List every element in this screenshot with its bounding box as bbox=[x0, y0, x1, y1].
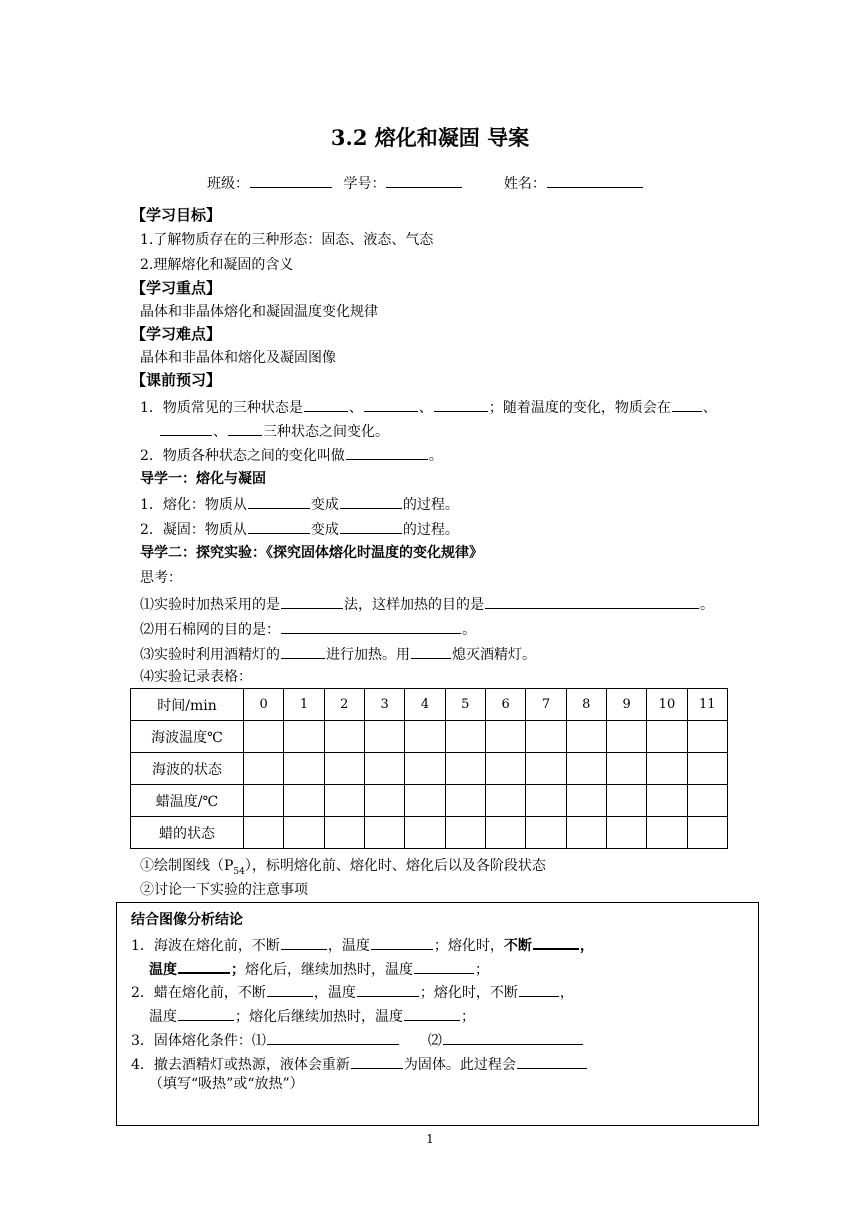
data-cell[interactable] bbox=[566, 721, 606, 753]
state-blank[interactable] bbox=[364, 397, 418, 412]
text: ； bbox=[461, 1009, 475, 1025]
data-cell[interactable] bbox=[324, 785, 364, 817]
data-cell[interactable] bbox=[244, 721, 284, 753]
time-cell: 3 bbox=[364, 689, 404, 721]
row-label: 海波温度℃ bbox=[131, 721, 244, 753]
student-info-line bbox=[207, 173, 644, 193]
text: 为固体。此过程会 bbox=[403, 1057, 516, 1073]
time-cell: 8 bbox=[566, 689, 606, 721]
state-blank[interactable] bbox=[304, 397, 348, 412]
text: 、 bbox=[702, 400, 717, 416]
conclusion-item-3 bbox=[131, 1030, 584, 1050]
difficulty-text: 晶体和非晶体和熔化及凝固图像 bbox=[140, 350, 336, 366]
goal-item: 2.理解熔化和凝固的含义 bbox=[140, 257, 294, 273]
conclusion-item-1-cont bbox=[149, 958, 489, 979]
time-cell: 5 bbox=[445, 689, 485, 721]
text: 4．撤去酒精灯或热源，液体会重新 bbox=[131, 1057, 350, 1073]
data-cell[interactable] bbox=[647, 721, 687, 753]
data-cell[interactable] bbox=[485, 785, 525, 817]
answer-blank[interactable] bbox=[281, 594, 343, 609]
state-blank[interactable] bbox=[434, 397, 488, 412]
conclusion-note: （填写“吸热”或“放热”） bbox=[149, 1076, 304, 1092]
answer-blank[interactable] bbox=[281, 644, 325, 659]
record-table bbox=[130, 688, 728, 849]
conclusion-item-2 bbox=[131, 982, 574, 1002]
answer-blank[interactable] bbox=[443, 1030, 583, 1045]
text: ； bbox=[475, 962, 489, 978]
goal-item: 1.了解物质存在的三种形态：固态、液态、气态 bbox=[140, 232, 434, 248]
text: 熄灭酒精灯。 bbox=[452, 647, 536, 663]
think-item-1 bbox=[140, 594, 714, 614]
text: ⑶实验时利用酒精灯的 bbox=[140, 647, 280, 663]
text: 三种状态之间变化。 bbox=[263, 424, 389, 440]
guide1-heading: 导学一：熔化与凝固 bbox=[140, 471, 266, 487]
data-cell[interactable] bbox=[606, 785, 646, 817]
page-title: 3.2 熔化和凝固 导案 bbox=[330, 125, 530, 150]
time-cell: 11 bbox=[687, 689, 727, 721]
data-cell[interactable] bbox=[485, 817, 525, 849]
text: ， bbox=[579, 938, 594, 954]
text: ，温度 bbox=[327, 938, 370, 954]
table-row bbox=[131, 721, 728, 753]
text: ），标明熔化前、熔化时、熔化后以及各阶段状态 bbox=[244, 858, 546, 874]
data-cell[interactable] bbox=[284, 817, 324, 849]
id-blank[interactable] bbox=[386, 173, 462, 188]
data-cell[interactable] bbox=[244, 753, 284, 785]
time-cell: 7 bbox=[526, 689, 566, 721]
data-cell[interactable] bbox=[364, 721, 404, 753]
answer-blank[interactable] bbox=[371, 935, 433, 950]
time-cell: 4 bbox=[405, 689, 445, 721]
answer-blank[interactable] bbox=[248, 519, 310, 534]
data-cell[interactable] bbox=[405, 753, 445, 785]
answer-blank[interactable] bbox=[533, 934, 579, 950]
guide1-line-2 bbox=[140, 519, 459, 539]
answer-blank[interactable] bbox=[281, 619, 461, 634]
data-cell[interactable] bbox=[364, 817, 404, 849]
row-label: 蜡的状态 bbox=[131, 817, 244, 849]
answer-blank[interactable] bbox=[340, 494, 402, 509]
guide1-line-1 bbox=[140, 494, 459, 514]
answer-blank[interactable] bbox=[267, 1030, 399, 1045]
answer-blank[interactable] bbox=[340, 519, 402, 534]
time-cell: 0 bbox=[244, 689, 284, 721]
data-cell[interactable] bbox=[485, 721, 525, 753]
data-cell[interactable] bbox=[405, 721, 445, 753]
data-cell[interactable] bbox=[647, 753, 687, 785]
data-cell[interactable] bbox=[445, 753, 485, 785]
data-cell[interactable] bbox=[606, 817, 646, 849]
state-blank[interactable] bbox=[672, 397, 702, 412]
text: 的过程。 bbox=[402, 497, 459, 513]
data-cell[interactable] bbox=[566, 785, 606, 817]
data-cell[interactable] bbox=[526, 817, 566, 849]
class-blank[interactable] bbox=[250, 173, 332, 188]
data-cell[interactable] bbox=[284, 753, 324, 785]
answer-blank[interactable] bbox=[178, 958, 230, 974]
conclusion-item-4 bbox=[131, 1054, 588, 1074]
text: ， bbox=[559, 985, 574, 1001]
data-cell[interactable] bbox=[687, 753, 727, 785]
row-label: 蜡温度/℃ bbox=[131, 785, 244, 817]
conclusion-item-1 bbox=[131, 934, 594, 955]
answer-blank[interactable] bbox=[414, 959, 474, 974]
data-cell[interactable] bbox=[244, 785, 284, 817]
answer-blank[interactable] bbox=[404, 1006, 460, 1021]
data-cell[interactable] bbox=[445, 721, 485, 753]
data-cell[interactable] bbox=[687, 817, 727, 849]
name-blank[interactable] bbox=[547, 173, 643, 188]
data-cell[interactable] bbox=[606, 753, 646, 785]
table-row bbox=[131, 753, 728, 785]
data-cell[interactable] bbox=[364, 785, 404, 817]
text: 2．蜡在熔化前，不断 bbox=[131, 985, 266, 1001]
data-cell[interactable] bbox=[364, 753, 404, 785]
think-item-2 bbox=[140, 619, 476, 639]
id-label: 学号： bbox=[343, 176, 386, 192]
text: ；随着温度的变化，物质会在 bbox=[488, 400, 671, 416]
text: ；熔化后继续加热时，温度 bbox=[235, 1009, 403, 1025]
text: ；熔化时， bbox=[433, 938, 504, 954]
text: ，温度 bbox=[313, 985, 356, 1001]
data-cell[interactable] bbox=[405, 817, 445, 849]
preview-question-2 bbox=[140, 445, 443, 465]
data-cell[interactable] bbox=[485, 753, 525, 785]
table-row bbox=[131, 785, 728, 817]
text: 2．凝固：物质从 bbox=[140, 522, 247, 538]
text: 变成 bbox=[310, 497, 339, 513]
data-cell[interactable] bbox=[244, 817, 284, 849]
answer-blank[interactable] bbox=[351, 1054, 403, 1069]
difficulty-heading: 【学习难点】 bbox=[131, 325, 222, 343]
data-cell[interactable] bbox=[606, 721, 646, 753]
preview-question-1-cont bbox=[159, 421, 389, 441]
answer-blank[interactable] bbox=[519, 982, 559, 997]
think-item-4: ⑷实验记录表格： bbox=[140, 669, 252, 685]
table-row bbox=[131, 817, 728, 849]
answer-blank[interactable] bbox=[281, 935, 327, 950]
text: 不断 bbox=[503, 938, 532, 954]
time-cell: 1 bbox=[284, 689, 324, 721]
data-cell[interactable] bbox=[566, 753, 606, 785]
data-cell[interactable] bbox=[324, 721, 364, 753]
goals-heading: 【学习目标】 bbox=[131, 206, 222, 224]
text: 。 bbox=[462, 622, 476, 638]
data-cell[interactable] bbox=[445, 817, 485, 849]
text: 熔化后，继续加热时，温度 bbox=[245, 962, 413, 978]
data-cell[interactable] bbox=[284, 785, 324, 817]
data-cell[interactable] bbox=[526, 785, 566, 817]
text: ⑵用石棉网的目的是： bbox=[140, 622, 280, 638]
data-cell[interactable] bbox=[647, 817, 687, 849]
data-cell[interactable] bbox=[687, 785, 727, 817]
state-blank[interactable] bbox=[228, 421, 262, 436]
data-cell[interactable] bbox=[405, 785, 445, 817]
text: 1．海波在熔化前，不断 bbox=[131, 938, 280, 954]
text: ①绘制图线（P bbox=[140, 858, 234, 874]
text: ；熔化时，不断 bbox=[419, 985, 518, 1001]
answer-blank[interactable] bbox=[178, 1006, 234, 1021]
page-number: 1 bbox=[426, 1132, 434, 1146]
text: ； bbox=[231, 962, 245, 978]
answer-blank[interactable] bbox=[411, 644, 451, 659]
text: ⑴实验时加热采用的是 bbox=[140, 597, 280, 613]
answer-blank[interactable] bbox=[267, 982, 313, 997]
time-cell: 10 bbox=[647, 689, 687, 721]
text: 。 bbox=[700, 597, 714, 613]
answer-blank[interactable] bbox=[485, 594, 699, 609]
text: 、 bbox=[348, 400, 363, 416]
time-cell: 2 bbox=[324, 689, 364, 721]
text: 进行加热。用 bbox=[326, 647, 410, 663]
text: 变成 bbox=[310, 522, 339, 538]
data-cell[interactable] bbox=[647, 785, 687, 817]
data-cell[interactable] bbox=[687, 721, 727, 753]
think-item-3 bbox=[140, 644, 536, 664]
text: 法，这样加热的目的是 bbox=[344, 597, 484, 613]
name-label: 姓名： bbox=[503, 176, 546, 192]
time-cell: 9 bbox=[606, 689, 646, 721]
focus-text: 晶体和非晶体熔化和凝固温度变化规律 bbox=[140, 304, 378, 320]
text: 温度 bbox=[149, 962, 177, 978]
preview-question-1 bbox=[140, 397, 717, 417]
conclusion-heading: 结合图像分析结论 bbox=[131, 912, 243, 928]
text: 2．物质各种状态之间的变化叫做 bbox=[140, 448, 345, 464]
text: 3．固体熔化条件：⑴ bbox=[131, 1033, 266, 1049]
time-cell: 6 bbox=[485, 689, 525, 721]
answer-blank[interactable] bbox=[248, 494, 310, 509]
text: 、 bbox=[213, 424, 227, 440]
text: 。 bbox=[428, 448, 443, 464]
data-cell[interactable] bbox=[526, 721, 566, 753]
preview-heading: 【课前预习】 bbox=[131, 371, 222, 389]
note-1 bbox=[140, 857, 546, 881]
state-blank[interactable] bbox=[160, 421, 212, 436]
text: 的过程。 bbox=[402, 522, 459, 538]
data-cell[interactable] bbox=[284, 721, 324, 753]
data-cell[interactable] bbox=[526, 753, 566, 785]
note-2: ②讨论一下实验的注意事项 bbox=[140, 882, 308, 898]
page-ref-subscript: 54 bbox=[233, 866, 245, 877]
class-label: 班级： bbox=[207, 176, 249, 192]
data-cell[interactable] bbox=[566, 817, 606, 849]
answer-blank[interactable] bbox=[346, 445, 428, 460]
text: 温度 bbox=[149, 1009, 177, 1025]
text: 1．物质常见的三种状态是 bbox=[140, 400, 303, 416]
table-header-row bbox=[131, 689, 728, 721]
conclusion-item-2-cont bbox=[149, 1006, 475, 1026]
data-cell[interactable] bbox=[324, 817, 364, 849]
text: 、 bbox=[418, 400, 433, 416]
focus-heading: 【学习重点】 bbox=[131, 279, 222, 297]
answer-blank[interactable] bbox=[357, 982, 419, 997]
guide2-heading: 导学二：探究实验：《探究固体熔化时温度的变化规律》 bbox=[140, 545, 483, 561]
text: ⑵ bbox=[427, 1033, 442, 1049]
text: 1．熔化：物质从 bbox=[140, 497, 247, 513]
answer-blank[interactable] bbox=[517, 1054, 587, 1069]
table-header-cell: 时间/min bbox=[131, 689, 244, 721]
row-label: 海波的状态 bbox=[131, 753, 244, 785]
data-cell[interactable] bbox=[445, 785, 485, 817]
data-cell[interactable] bbox=[324, 753, 364, 785]
think-label: 思考： bbox=[140, 570, 182, 586]
